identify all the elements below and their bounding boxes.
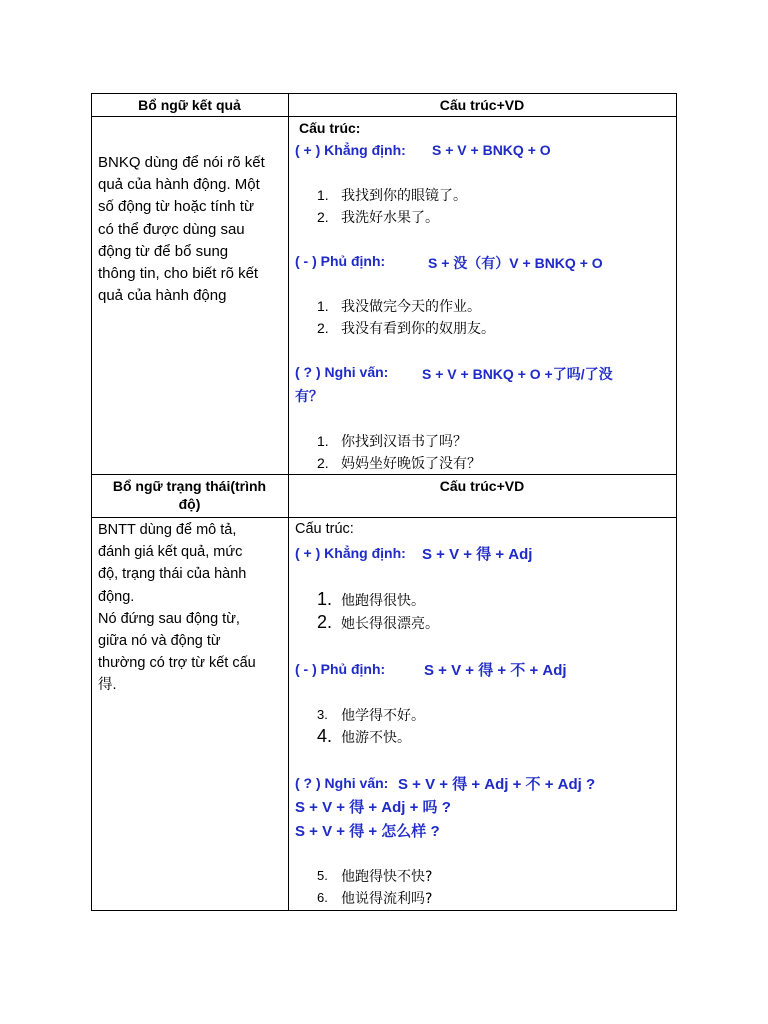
description-line: số động từ hoặc tính từ: [98, 198, 255, 216]
header-bo-ngu-trang-thai: [91, 477, 288, 513]
example-number: 2.: [317, 612, 333, 632]
question-formula: S + V + BNKQ + O +了吗/了没: [422, 366, 613, 382]
description-line: Nó đứng sau động từ,: [98, 610, 240, 627]
example-number: 2.: [317, 455, 329, 471]
table-border: [91, 474, 677, 475]
example-sentence: 妈妈坐好晚饭了没有？: [341, 456, 481, 472]
structure-label: Cấu trúc:: [299, 120, 361, 136]
description-line: có thể được dùng sau: [98, 220, 245, 238]
header-line: Bổ ngữ trạng thái(trình: [112, 478, 267, 494]
example-sentence: 他说得流利吗?: [341, 891, 433, 907]
example-number: 1.: [317, 433, 329, 449]
example-number: 4.: [317, 726, 333, 746]
example-number: 2.: [317, 209, 329, 225]
affirm-label: ( + ) Khẳng định:: [295, 545, 406, 561]
description-line: động.: [98, 588, 135, 605]
question-formula: S + V + 得 + Adj + 不 + Adj ?: [398, 776, 596, 793]
example-sentence: 你找到汉语书了吗？: [341, 434, 467, 450]
affirm-formula: S + V + 得 + Adj: [422, 546, 533, 563]
table-border: [91, 116, 677, 117]
example-number: 5.: [317, 868, 328, 883]
example-number: 1.: [317, 298, 329, 314]
grammar-table: [91, 93, 677, 911]
example-sentence: 他跑得快不快?: [341, 869, 433, 885]
table-border: [676, 93, 677, 911]
example-number: 6.: [317, 890, 328, 905]
structure-label: Cấu trúc:: [295, 521, 354, 537]
question-label: ( ? ) Nghi vấn:: [295, 364, 389, 380]
table-border: [91, 517, 677, 518]
question-formula-2: S + V + 得 + Adj + 吗 ?: [295, 799, 451, 816]
example-sentence: 我洗好水果了。: [341, 210, 439, 226]
description-line: 得.: [98, 677, 117, 694]
header-cau-truc: Cấu trúc+VD: [439, 478, 525, 494]
example-sentence: 他游不快。: [341, 730, 411, 746]
header-cau-truc: Cấu trúc+VD: [439, 97, 525, 113]
negative-label: ( - ) Phủ định:: [295, 253, 386, 269]
example-sentence: 我没做完今天的作业。: [341, 299, 481, 315]
example-number: 3.: [317, 707, 328, 722]
description-line: giữa nó và động từ: [98, 633, 221, 650]
example-sentence: 他学得不好。: [341, 708, 425, 724]
question-label: ( ? ) Nghi vấn:: [295, 775, 389, 791]
description-line: thông tin, cho biết rõ kết: [98, 265, 259, 283]
table-border: [91, 93, 677, 94]
example-number: 1.: [317, 589, 333, 609]
example-sentence: 他跑得很快。: [341, 593, 425, 609]
example-sentence: 她长得很漂亮。: [341, 616, 439, 632]
negative-formula: S + 没（有）V + BNKQ + O: [428, 255, 603, 271]
negative-label: ( - ) Phủ định:: [295, 661, 386, 677]
example-number: 1.: [317, 187, 329, 203]
table-border: [91, 910, 677, 911]
description-line: quả của hành động. Một: [98, 176, 260, 194]
header-bo-ngu-ket-qua: Bổ ngữ kết quả: [138, 97, 241, 113]
example-sentence: 我没有看到你的奴朋友。: [341, 321, 495, 337]
description-line: quả của hành động: [98, 287, 227, 305]
description-line: thường có trợ từ kết cấu: [98, 655, 256, 672]
affirm-label: ( + ) Khẳng định:: [295, 142, 406, 158]
bnkq-description: [98, 152, 286, 307]
example-number: 2.: [317, 320, 329, 336]
description-line: động từ để bổ sung: [98, 242, 229, 260]
example-sentence: 我找到你的眼镜了。: [341, 188, 467, 204]
bntt-description: [98, 519, 280, 697]
negative-formula: S + V + 得 + 不 + Adj: [424, 662, 567, 679]
description-line: đánh giá kết quả, mức: [98, 544, 243, 561]
description-line: BNTT dùng để mô tả,: [98, 522, 237, 538]
header-line: độ): [178, 496, 201, 512]
affirm-formula: S + V + BNKQ + O: [432, 142, 551, 158]
description-line: độ, trạng thái của hành: [98, 566, 247, 583]
description-line: BNKQ dùng để nói rõ kết: [98, 154, 265, 171]
question-formula-continued: 有？: [295, 388, 323, 404]
table-border: [288, 93, 289, 911]
question-formula-3: S + V + 得 + 怎么样 ?: [295, 823, 440, 840]
